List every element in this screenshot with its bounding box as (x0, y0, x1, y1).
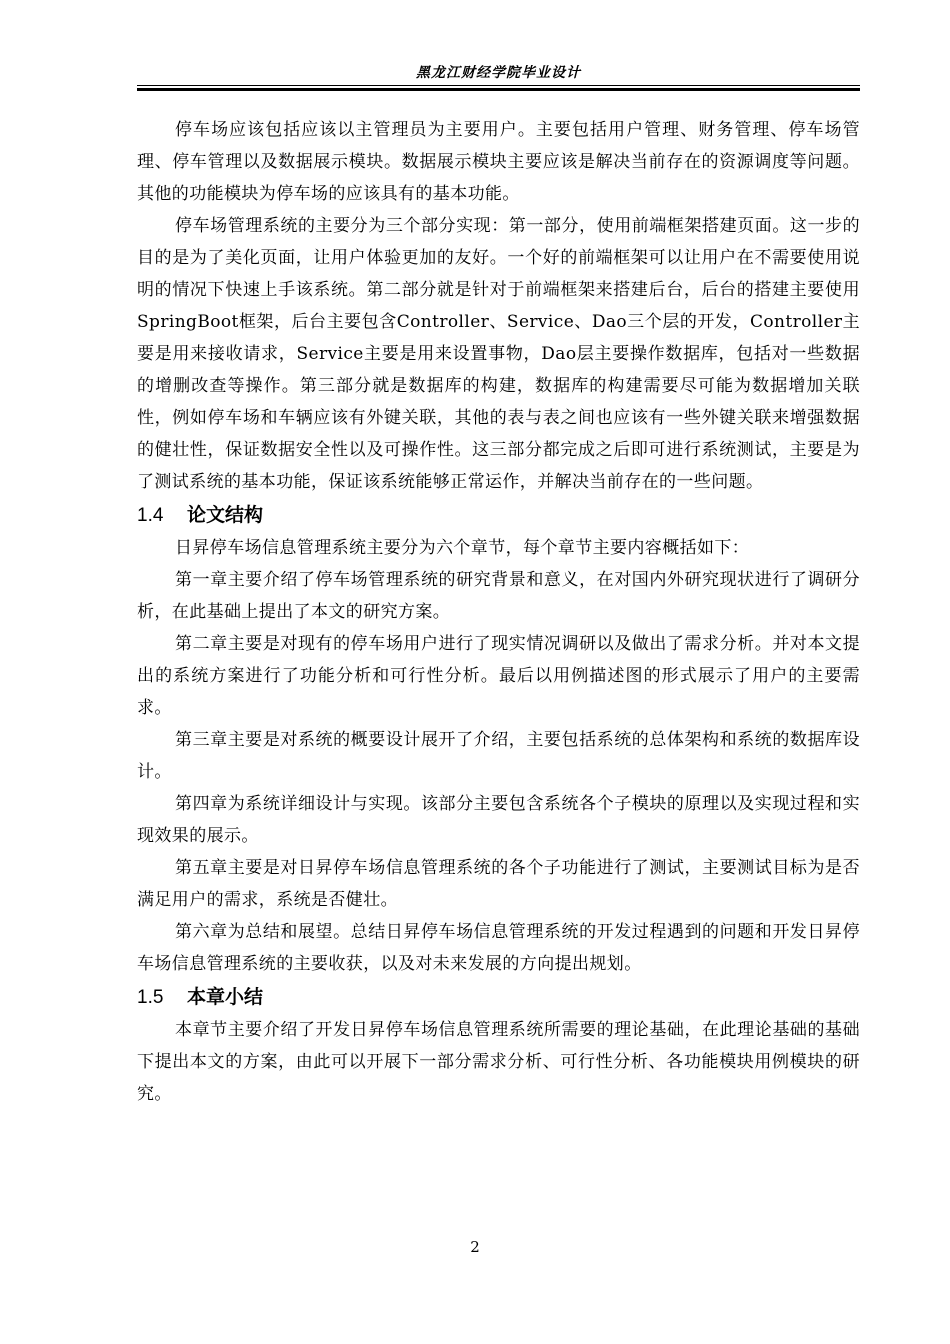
paragraph-chapter-4: 第四章为系统详细设计与实现。该部分主要包含系统各个子模块的原理以及实现过程和实现效果的展示。 (137, 794, 860, 846)
paragraph-chapter-overview: 日昇停车场信息管理系统主要分为六个章节，每个章节主要内容概括如下： (175, 538, 750, 558)
section-heading-1-5 (137, 980, 860, 1014)
section-title: 本章小结 (187, 986, 264, 1008)
section-number: 1.5 (137, 987, 164, 1008)
paragraph-system-implementation: 停车场管理系统的主要分为三个部分实现：第一部分，使用前端框架搭建页面。这一步的目的是为了美化页面，让用户体验更加的友好。一个好的前端框架可以让用户在不需要使用说明的情况下快速上手该系统。第二部分就是针对于前端框架来搭建后台，后台的搭建主要使用SpringBoot框架，后台主要包含Controller、Service、Dao三个层的开发，Controller主要是用来接收请求，Service主要是用来设置事物，Dao层主要操作数据库，包括对一些数据的增删改查等操作。第三部分就是数据库的构建，数据库的构建需要尽可能为数据增加关联性，例如停车场和车辆应该有外键关联，其他的表与表之间也应该有一些外键关联来增强数据的健壮性，保证数据安全性以及可操作性。这三部分都完成之后即可进行系统测试，主要是为了测试系统的基本功能，保证该系统能够正常运作，并解决当前存在的一些问题。 (137, 216, 860, 492)
paragraph-chapter-5: 第五章主要是对日昇停车场信息管理系统的各个子功能进行了测试，主要测试目标为是否满足用户的需求，系统是否健壮。 (137, 858, 860, 910)
paragraph-chapter-2: 第二章主要是对现有的停车场用户进行了现实情况调研以及做出了需求分析。并对本文提出的系统方案进行了功能分析和可行性分析。最后以用例描述图的形式展示了用户的主要需求。 (137, 634, 860, 718)
section-heading-1-4 (137, 498, 860, 532)
header-rule-thin (137, 85, 860, 86)
paragraph-chapter-6: 第六章为总结和展望。总结日昇停车场信息管理系统的开发过程遇到的问题和开发日昇停车场信息管理系统的主要收获，以及对未来发展的方向提出规划。 (137, 922, 860, 974)
paragraph-chapter-3: 第三章主要是对系统的概要设计展开了介绍，主要包括系统的总体架构和系统的数据库设计。 (137, 730, 860, 782)
section-number: 1.4 (137, 505, 164, 526)
page-number: 2 (470, 1238, 480, 1256)
paragraph-chapter-1: 第一章主要介绍了停车场管理系统的研究背景和意义，在对国内外研究现状进行了调研分析，在此基础上提出了本文的研究方案。 (137, 570, 860, 622)
page-header-title: 黑龙江财经学院毕业设计 (416, 65, 581, 81)
header-rule-thick (137, 88, 860, 91)
paragraph-user-modules: 停车场应该包括应该以主管理员为主要用户。主要包括用户管理、财务管理、停车场管理、停车管理以及数据展示模块。数据展示模块主要应该是解决当前存在的资源调度等问题。其他的功能模块为停车场的应该具有的基本功能。 (137, 120, 860, 204)
document-body (137, 114, 860, 1110)
section-title: 论文结构 (187, 504, 264, 526)
paragraph-chapter-summary: 本章节主要介绍了开发日昇停车场信息管理系统所需要的理论基础，在此理论基础的基础下提出本文的方案，由此可以开展下一部分需求分析、可行性分析、各功能模块用例模块的研究。 (137, 1020, 860, 1104)
